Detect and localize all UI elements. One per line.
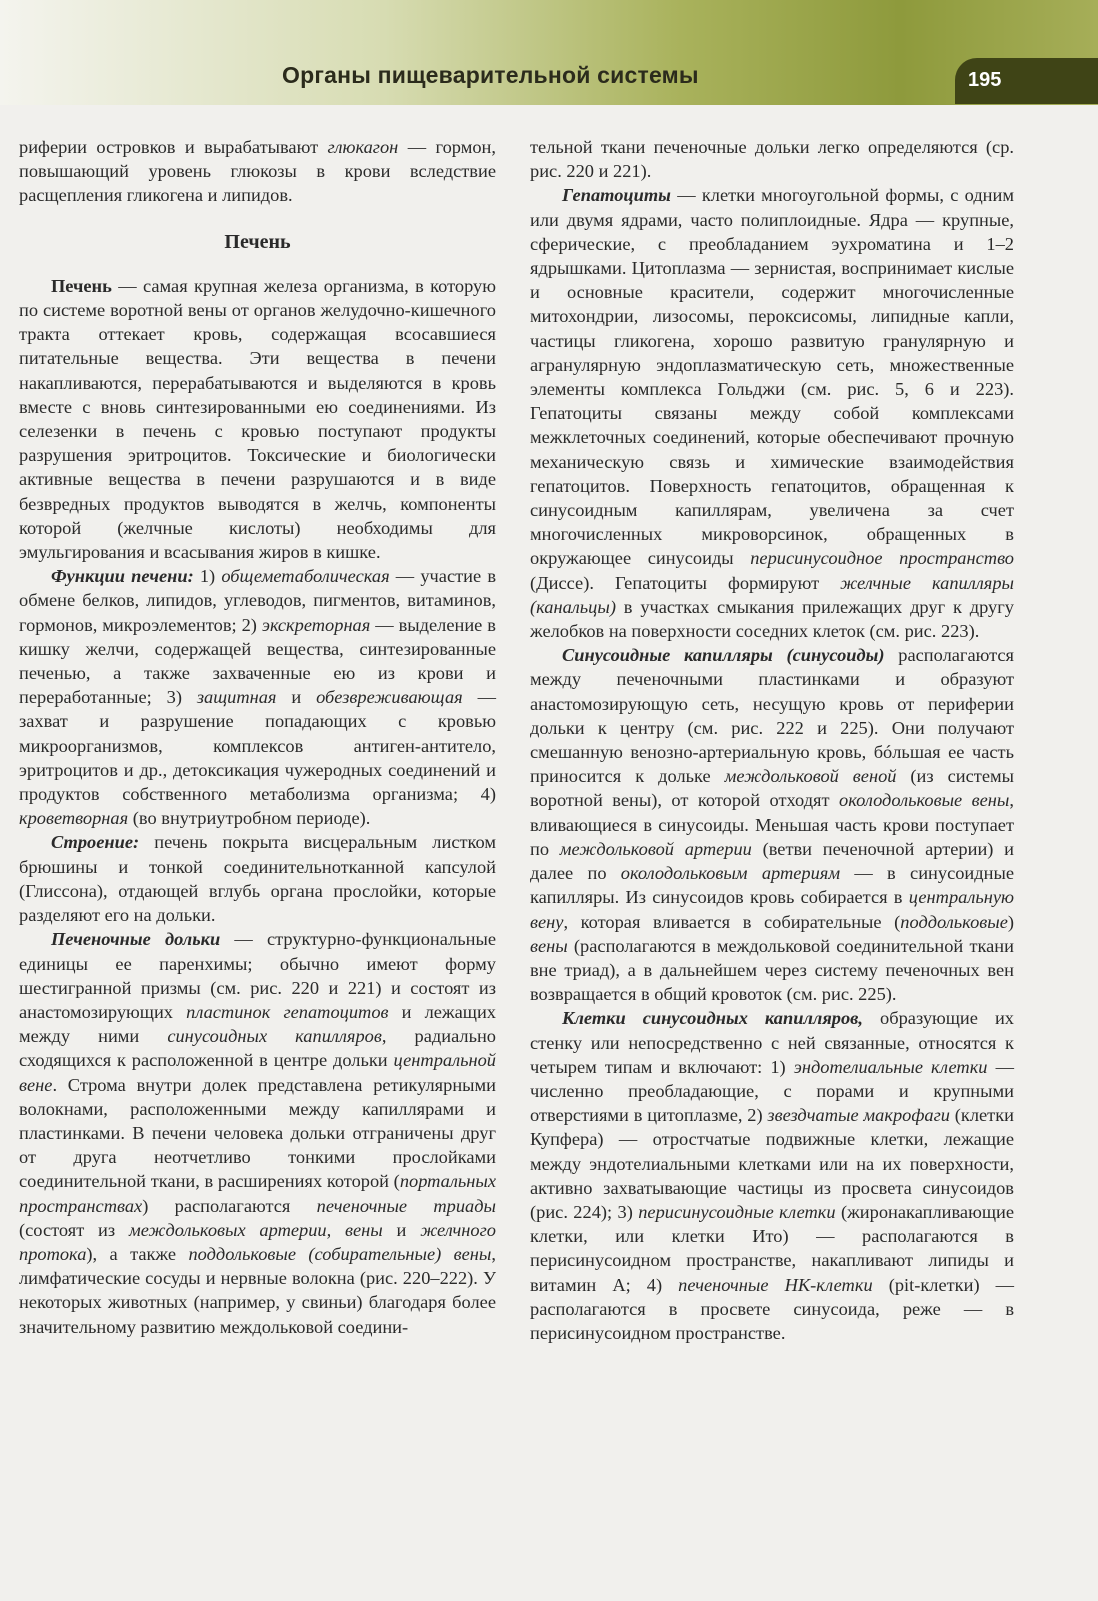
right-column — [530, 135, 1014, 1345]
running-header-title: Органы пищеварительной системы — [282, 62, 699, 88]
paragraph: риферии островков и вырабатывают глюкагон — гормон, повышающий уровень глюкозы в крови вследствие расщепления гликогена и липидов. — [19, 137, 496, 206]
paragraph: тельной ткани печеночные дольки легко определяются (ср. рис. 220 и 221). — [530, 137, 1014, 182]
paragraph: Гепатоциты — клетки многоугольной формы, с одним или двумя ядрами, часто полиплоидные. Ядра — крупные, сферические, с преобладанием эухроматина и 1–2 ядрышками. Цитоплазма — зернистая, воспринимает кислые и основные красители, содержит многочисленные митохондрии, лизосомы, пероксисомы, липидные капли, частицы гликогена, хорошо развитую гранулярную и агранулярную эндоплазматическую сеть, множественные элементы комплекса Гольджи (см. рис. 5, 6 и 223). Гепатоциты связаны между собой комплексами межклеточных соединений, которые обеспечивают прочную механическую связь и химические взаимодействия гепатоцитов. Поверхность гепатоцитов, обращенная к синусоидным капиллярам, увеличена за счет многочисленных микроворсинок, обращенных в окружающее синусоиды перисинусоидное пространство (Диссе). Гепатоциты формируют желчные капилляры (канальцы) в участках смыкания прилежащих друг к другу желобков на поверхности соседних клеток (см. рис. 223). — [530, 185, 1015, 642]
page-number: 195 — [968, 69, 1002, 91]
paragraph: Печеночные дольки — структурно-функциональные единицы ее паренхимы; обычно имеют форму шестигранной призмы (см. рис. 220 и 221) и состоят из анастомозирующих пластинок гепатоцитов и лежащих между ними синусоидных капилляров, радиально сходящихся к расположенной в центре дольки центральной вене. Строма внутри долек представлена ретикулярными волокнами, расположенными между капиллярами и пластинками. В печени человека дольки отграничены друг от друга неотчетливо тонкими прослойками соединительной ткани, в расширениях которой (портальных пространствах) располагаются печеночные триады (состоят из междольковых артерии, вены и желчного протока), а также поддольковые (собирательные) вены, лимфатические сосуды и нервные волокна (рис. 220–222). У некоторых животных (например, у свиньи) благодаря более значительному развитию междольковой соедини- — [19, 929, 497, 1337]
paragraph: Клетки синусоидных капилляров, образующие их стенку или непосредственно с ней связанные, относятся к четырем типам и включают: 1) эндотелиальные клетки — численно преобладающие, с порами и крупными отверстиями в цитоплазме, 2) звездчатые макрофаги (клетки Купфера) — отростчатые подвижные клетки, лежащие между эндотелиальными клетками или на их поверхности, активно захватывающие частицы из просвета синусоидов (рис. 224); 3) перисинусоидные клетки (жиронакапливающие клетки, или клетки Ито) — располагаются в перисинусоидном пространстве, накапливают липиды и витамин А; 4) печеночные НК-клетки (pit-клетки) — располагаются в просвете синусоида, реже — в перисинусоидном пространстве. — [530, 1008, 1015, 1343]
paragraph: Печень — самая крупная железа организма, в которую по системе воротной вены от органов желудочно-кишечного тракта оттекает кровь, содержащая всосавшиеся питательные вещества. Эти вещества в печени накапливаются, перерабатываются и выделяются в кровь вместе с вновь синтезированными ею соединениями. Из селезенки в печень с кровью поступают продукты разрушения эритроцитов. Токсические и биологически активные вещества в печени разрушаются и в виде безвредных продуктов выводятся в желчь, компоненты которой (желчные кислоты) необходимы для эмульгирования и всасывания жиров в кишке. — [19, 275, 496, 563]
section-heading: Печень — [224, 230, 291, 253]
paragraph: Функции печени: 1) общеметаболическая — участие в обмене белков, липидов, углеводов, пигментов, витаминов, гормонов, микроэлементов; 2) экскреторная — выделение в кишку желчи, содержащей вещества, синтезированные печенью, а также захваченные ею из крови и переработанные; 3) защитная и обезвреживающая — захват и разрушение попадающих с кровью микроорганизмов, комплексов антиген-антитело, эритроцитов и др., детоксикация чужеродных соединений и продуктов собственного метаболизма организма; 4) кроветворная (во внутриутробном периоде). — [19, 566, 497, 829]
paragraph: Синусоидные капилляры (синусоиды) располагаются между печеночными пластинками и образуют анастомозирующую сеть, несущую кровь от периферии дольки к центру (см. рис. 222 и 225). Они получают смешанную венозно-артериальную кровь, бóльшая ее часть приносится к дольке междольковой веной (из системы воротной вены), от которой отходят околодольковые вены, вливающиеся в синусоиды. Меньшая часть крови поступает по междольковой артерии (ветви печеночной артерии) и далее по околодольковым артериям — в синусоидные капилляры. Из синусоидов кровь собирается в центральную вену, которая вливается в собирательные (поддольковые) вены (располагаются в междольковой соединительной ткани вне триад), а в дальнейшем через систему печеночных вен возвращается в общий кровоток (см. рис. 225). — [530, 645, 1014, 1005]
left-column — [19, 135, 496, 1339]
header-band — [0, 0, 1098, 105]
paragraph: Строение: печень покрыта висцеральным листком брюшины и тонкой соединительнотканной капсулой (Глиссона), отдающей вглубь органа прослойки, которые разделяют его на дольки. — [19, 832, 496, 926]
